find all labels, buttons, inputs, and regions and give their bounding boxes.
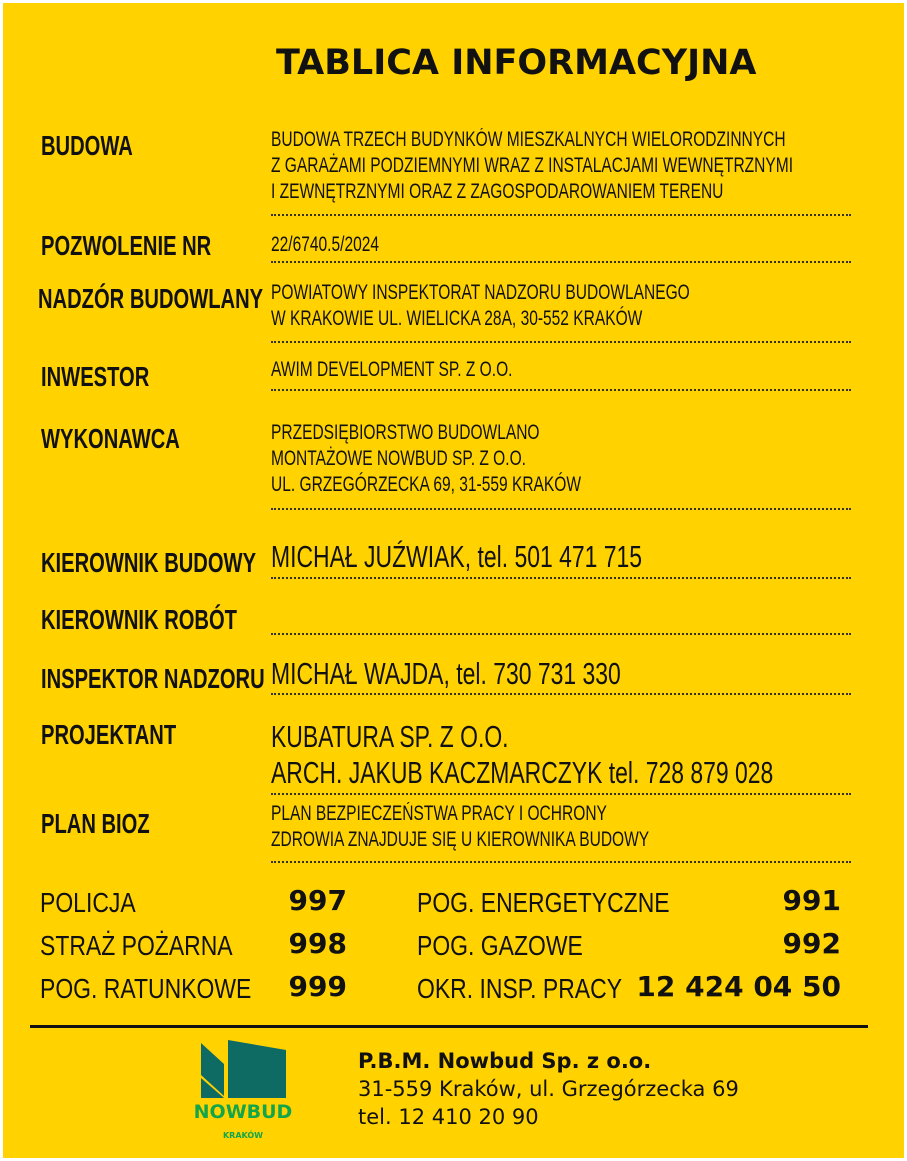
value-kierownik-budowy: MICHAŁ JUŹWIAK, tel. 501 471 715 — [271, 539, 643, 574]
dotted-line — [271, 693, 851, 695]
dotted-line — [271, 633, 851, 635]
label-inwestor: INWESTOR — [41, 361, 150, 392]
dotted-line — [271, 214, 851, 216]
label-wykonawca: WYKONAWCA — [41, 423, 180, 454]
nowbud-logo — [168, 1038, 318, 1148]
emergency-number: 998 — [288, 927, 347, 960]
value-inspektor: MICHAŁ WAJDA, tel. 730 731 330 — [271, 656, 621, 691]
emergency-number: 992 — [782, 927, 841, 960]
label-kierownik-budowy: KIEROWNIK BUDOWY — [41, 547, 257, 578]
board-title: TABLICA INFORMACYJNA — [276, 43, 757, 83]
value-nadzor: POWIATOWY INSPEKTORAT NADZORU BUDOWLANEGO W KRAKOWIE UL. WIELICKA 28A, 30-552 KRAKÓW — [271, 281, 690, 330]
label-pozwolenie: POZWOLENIE NR — [41, 230, 212, 261]
dotted-line — [271, 793, 851, 795]
svg-text:KRAKÓW: KRAKÓW — [222, 1131, 264, 1140]
emergency-name: POG. GAZOWE — [417, 930, 583, 961]
value-inwestor: AWIM DEVELOPMENT SP. Z O.O. — [271, 358, 513, 381]
emergency-name: POG. RATUNKOWE — [40, 973, 252, 1004]
emergency-name: POLICJA — [40, 887, 136, 918]
value-pozwolenie: 22/6740.5/2024 — [271, 233, 380, 256]
value-wykonawca: PRZEDSIĘBIORSTWO BUDOWLANO MONTAŻOWE NOWBUD SP. Z O.O. UL. GRZEGÓRZECKA 69, 31-559 KRAKÓW — [271, 421, 582, 496]
emergency-number: 12 424 04 50 — [636, 970, 841, 1003]
company-name: P.B.M. Nowbud Sp. z o.o. — [358, 1049, 652, 1073]
emergency-name: STRAŻ POŻARNA — [40, 930, 233, 961]
label-kierownik-robot: KIEROWNIK ROBÓT — [41, 604, 237, 635]
value-budowa: BUDOWA TRZECH BUDYNKÓW MIESZKALNYCH WIELORODZINNYCH Z GARAŻAMI PODZIEMNYMI WRAZ Z INSTALACJAMI WEWNĘTRZNYMI I ZEWNĘTRZNYMI ORAZ Z ZAGOSPODAROWANIEM TERENU — [271, 128, 794, 203]
emergency-number: 991 — [782, 884, 841, 917]
emergency-name: OKR. INSP. PRACY — [417, 973, 623, 1004]
dotted-line — [271, 577, 851, 579]
emergency-number: 997 — [288, 884, 347, 917]
company-address: 31-559 Kraków, ul. Grzegórzecka 69 — [358, 1077, 739, 1101]
dotted-line — [271, 341, 851, 343]
divider — [30, 1025, 868, 1028]
company-phone: tel. 12 410 20 90 — [358, 1105, 539, 1129]
label-inspektor: INSPEKTOR NADZORU — [41, 663, 265, 694]
svg-text:NOWBUD: NOWBUD — [193, 1101, 293, 1123]
emergency-name: POG. ENERGETYCZNE — [417, 887, 670, 918]
dotted-line — [271, 389, 851, 391]
nowbud-logo-icon — [168, 1038, 318, 1148]
dotted-line — [271, 261, 851, 263]
dotted-line — [271, 861, 851, 863]
value-plan-bioz: PLAN BEZPIECZEŃSTWA PRACY I OCHRONY ZDROWIA ZNAJDUJE SIĘ U KIEROWNIKA BUDOWY — [271, 802, 650, 851]
information-board — [3, 3, 904, 1158]
label-projektant: PROJEKTANT — [41, 719, 177, 750]
dotted-line — [271, 508, 851, 510]
emergency-number: 999 — [288, 970, 347, 1003]
value-projektant: KUBATURA SP. Z O.O. ARCH. JAKUB KACZMARCZYK tel. 728 879 028 — [271, 719, 774, 790]
label-nadzor: NADZÓR BUDOWLANY — [38, 283, 264, 314]
label-plan-bioz: PLAN BIOZ — [41, 808, 150, 839]
label-budowa: BUDOWA — [41, 130, 133, 161]
